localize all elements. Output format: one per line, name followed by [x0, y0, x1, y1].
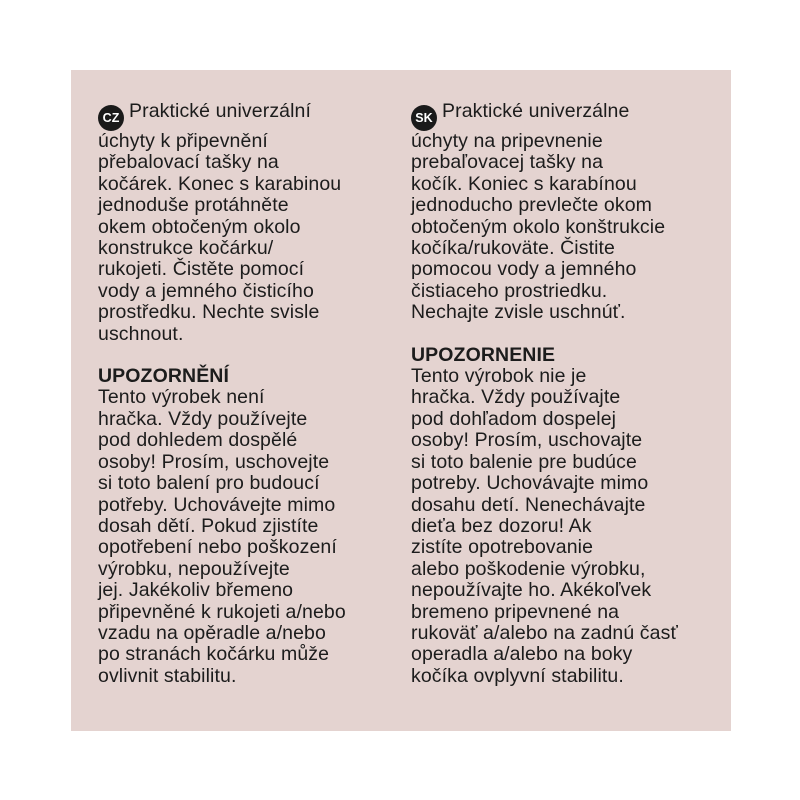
slovak-column [411, 101, 726, 687]
czech-intro-text: úchyty k připevnění přebalovací tašky na kočárek. Konec s karabinou jednoduše protáhněte okem obtočeným okolo konstrukce kočárku/ rukojeti. Čistěte pomocí vody a jemného čisticího prostředku. Nechte svisle uschnout. [98, 130, 342, 345]
czech-warning-text: Tento výrobek není hračka. Vždy používejte pod dohledem dospělé osoby! Prosím, uschovejte si toto balení pro budoucí potřeby. Uchovávejte mimo dosah dětí. Pokud zjistíte opotřebení nebo poškození výrobku, nepoužívejte jej. Jakékoliv břemeno připevněné k rukojeti a/nebo vzadu na opěradle a/nebo po stranách kočárku může ovlivnit stabilitu. [98, 386, 346, 687]
slovak-intro [411, 101, 726, 324]
slovak-intro-first-line: Praktické univerzálne [442, 100, 630, 122]
slovak-warning-heading: UPOZORNENIE [411, 343, 556, 366]
instruction-panel [71, 70, 731, 731]
slovak-warning-text: Tento výrobok nie je hračka. Vždy používajte pod dohľadom dospelej osoby! Prosím, uschovajte si toto balenie pre budúce potreby. Uchovávajte mimo dosahu detí. Nenechávajte dieťa bez dozoru! Ak zistíte opotrebovanie alebo poškodenie výrobku, nepoužívajte ho. Akékoľvek bremeno pripevnené na rukoväť a/alebo na zadnú časť operadla a/alebo na boky kočíka ovplyvní stabilitu. [411, 365, 678, 687]
slovak-intro-text: úchyty na pripevnenie prebaľovacej tašky na kočík. Koniec s karabínou jednoducho prevlečte okom obtočeným okolo konštrukcie kočíka/rukoväte. Čistite pomocou vody a jemného čistiaceho prostriedku. Nechajte zvisle uschnúť. [411, 130, 666, 324]
czech-column [98, 101, 398, 687]
czech-warning-heading: UPOZORNĚNÍ [98, 365, 230, 388]
czech-intro [98, 101, 398, 345]
czech-intro-first-line: Praktické univerzální [129, 100, 312, 122]
cz-language-badge: CZ [98, 105, 124, 131]
sk-language-badge: SK [411, 105, 437, 131]
